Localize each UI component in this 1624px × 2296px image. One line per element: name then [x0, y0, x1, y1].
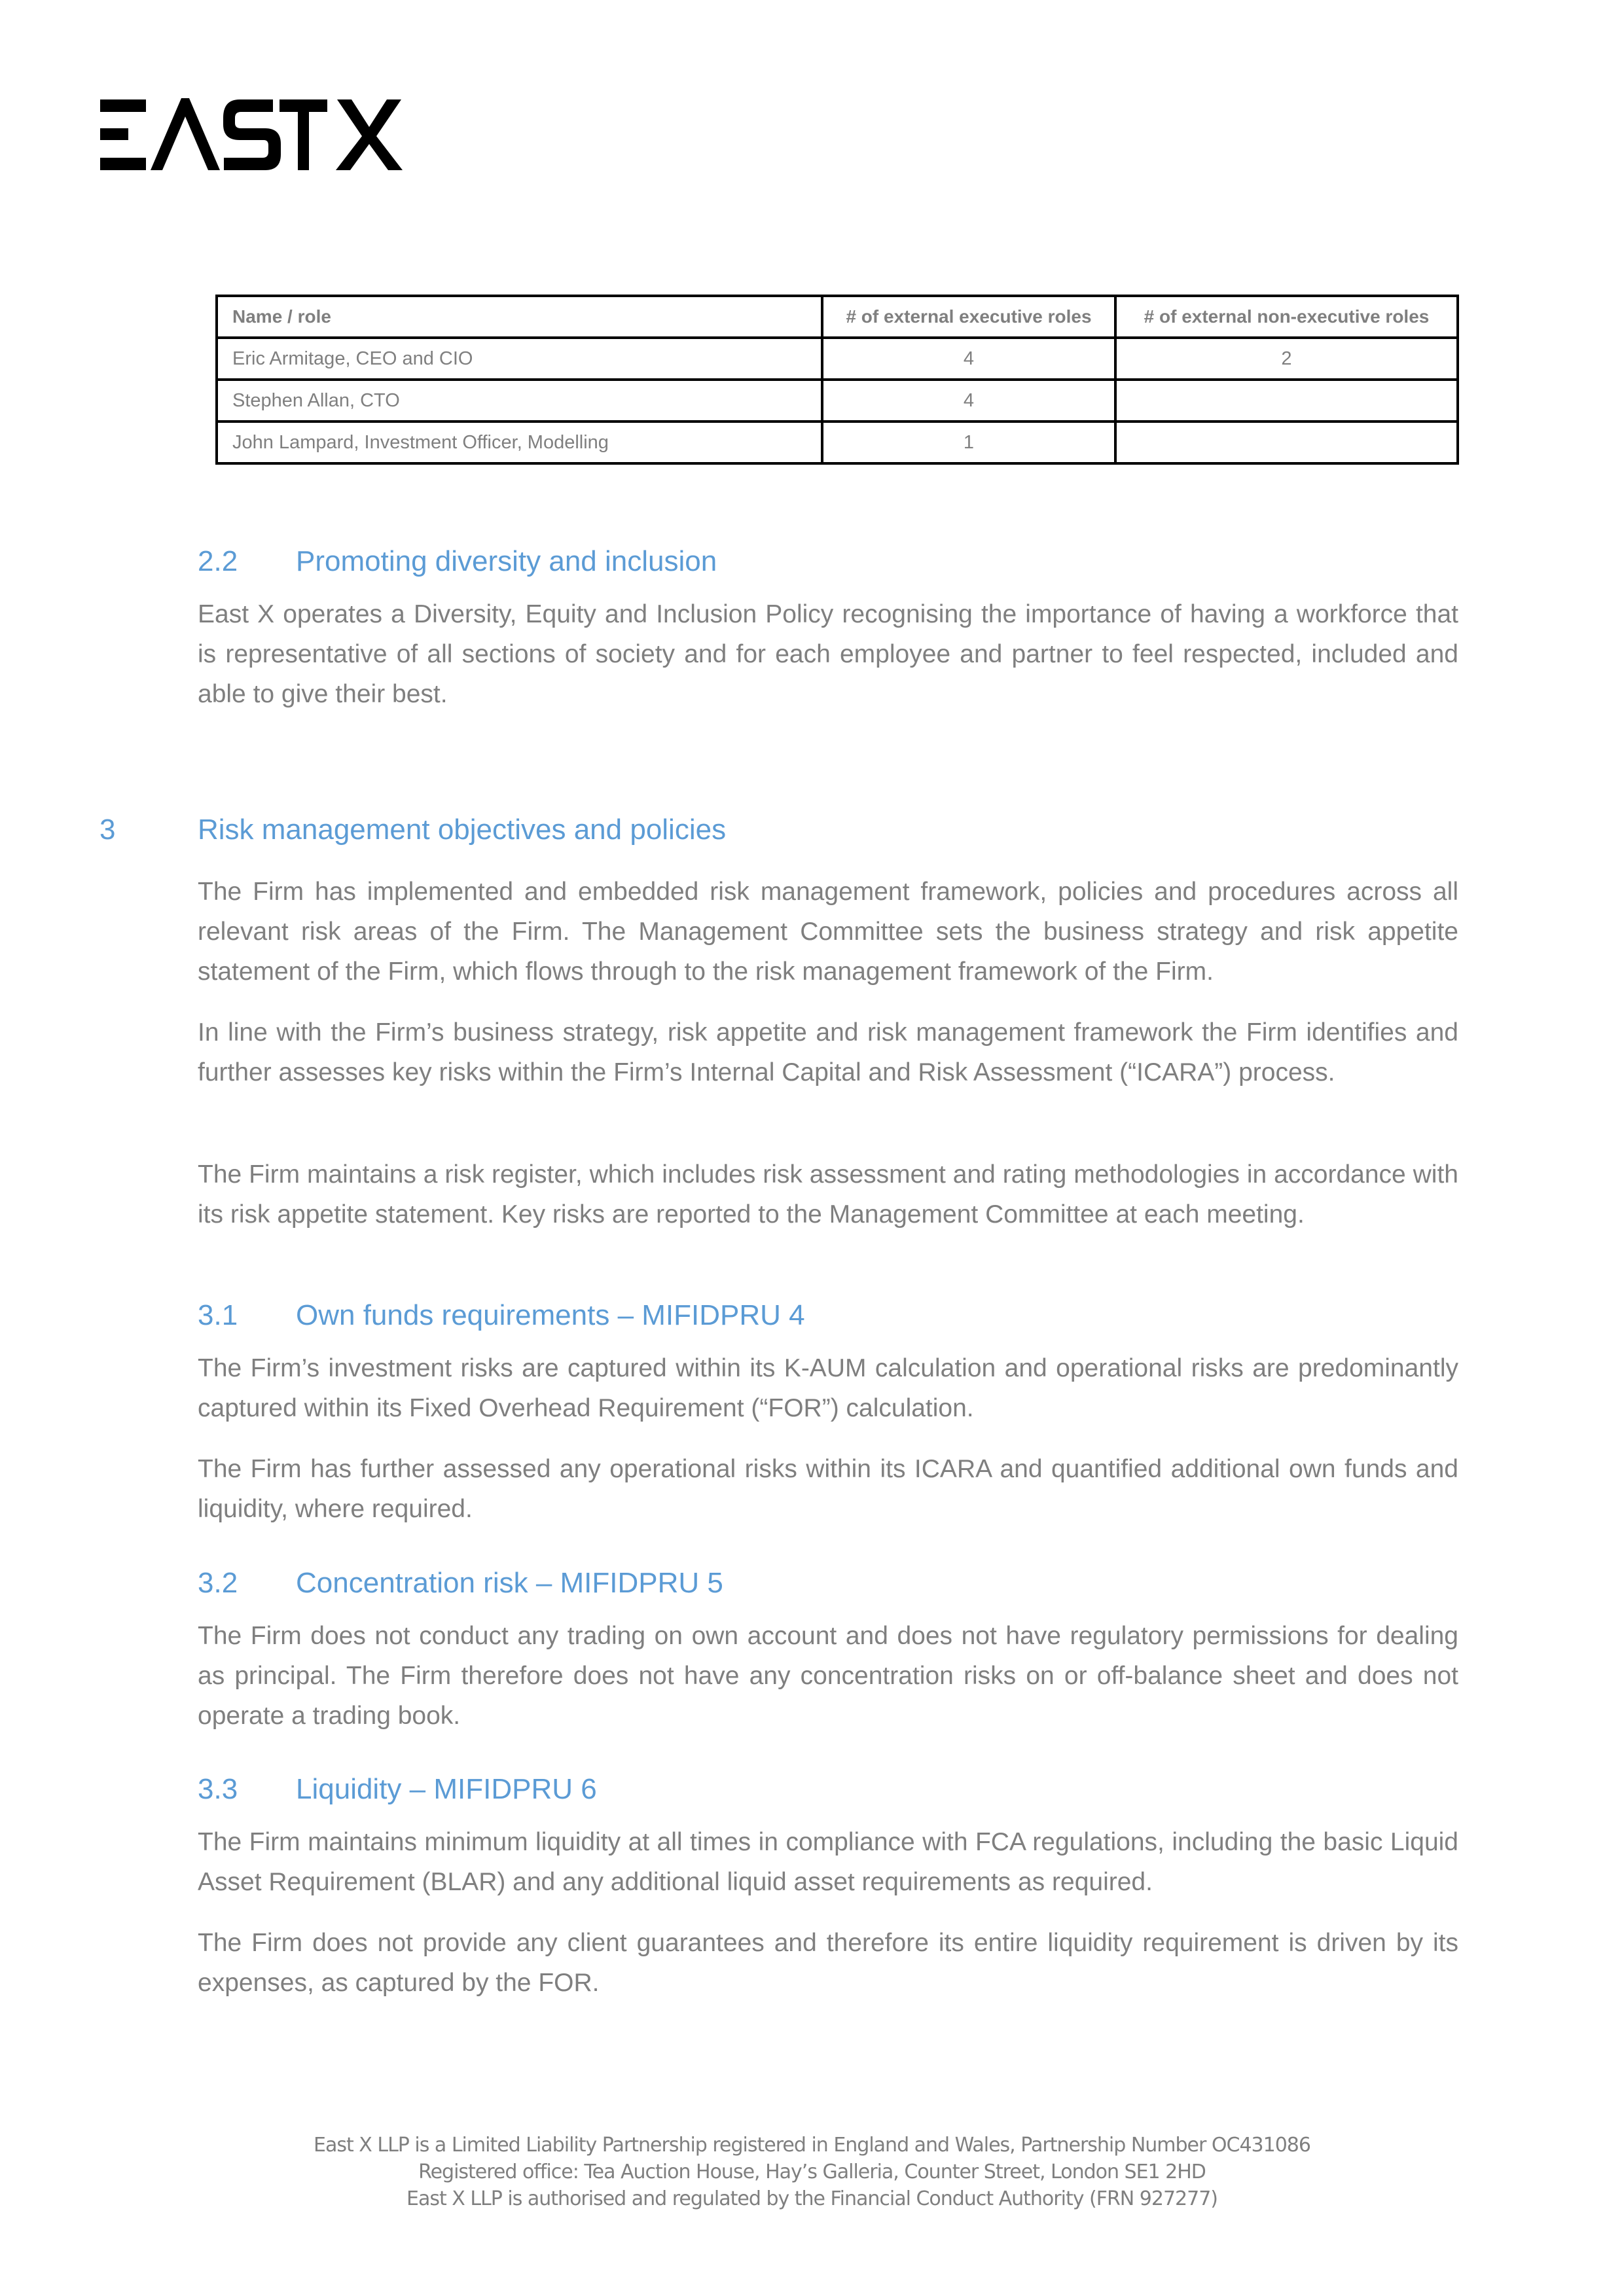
- section-number: 3.1: [198, 1299, 238, 1331]
- page-footer: [0, 2132, 1624, 2212]
- external-roles-table: [215, 295, 1459, 465]
- table-row: [217, 422, 1458, 463]
- paragraph-operational-risks: The Firm has further assessed any operational risks within its ICARA and quantified additional own funds and liquidity, where required.: [198, 1455, 1458, 1523]
- cell-executive-roles: 4: [822, 338, 1115, 380]
- footer-fca-authorisation: East X LLP is authorised and regulated by the Financial Conduct Authority (FRN 927277): [406, 2187, 1218, 2210]
- section-number: 3.2: [198, 1567, 238, 1599]
- table-row: [217, 380, 1458, 422]
- section-heading-3-2: [198, 1569, 723, 1598]
- section-heading-3: [99, 816, 726, 844]
- cell-name-role: Stephen Allan, CTO: [217, 380, 822, 422]
- cell-executive-roles: 4: [822, 380, 1115, 422]
- section-heading-3-3: [198, 1775, 597, 1804]
- section-title: Liquidity – MIFIDPRU 6: [296, 1773, 597, 1805]
- footer-registration: East X LLP is a Limited Liability Partnership registered in England and Wales, Partnership Number OC431086: [314, 2134, 1310, 2157]
- paragraph-risk-framework: The Firm has implemented and embedded risk management framework, policies and procedures across all relevant risk areas of the Firm. The Management Committee sets the business strategy and risk appetite statement of the Firm, which flows through to the risk management framework of the Firm.: [198, 878, 1458, 986]
- paragraph-client-guarantees: The Firm does not provide any client guarantees and therefore its entire liquidity requirement is driven by its expenses, as captured by the FOR.: [198, 1929, 1458, 1997]
- section-number: 3.3: [198, 1773, 238, 1805]
- paragraph-risk-register: The Firm maintains a risk register, which includes risk assessment and rating methodologies in accordance with its risk appetite statement. Key risks are reported to the Management Committee at each meeting.: [198, 1160, 1458, 1229]
- paragraph-diversity: East X operates a Diversity, Equity and Inclusion Policy recognising the importance of having a workforce that is representative of all sections of society and for each employee and partner to feel respected, included and able to give their best.: [198, 600, 1458, 708]
- column-header-non-executive-roles: # of external non-executive roles: [1115, 296, 1458, 338]
- cell-name-role: Eric Armitage, CEO and CIO: [217, 338, 822, 380]
- paragraph-liquidity: The Firm maintains minimum liquidity at all times in compliance with FCA regulations, including the basic Liquid Asset Requirement (BLAR) and any additional liquid asset requirements as required.: [198, 1828, 1458, 1896]
- cell-name-role: John Lampard, Investment Officer, Modelling: [217, 422, 822, 463]
- section-heading-2-2: [198, 547, 717, 576]
- paragraph-own-funds: The Firm’s investment risks are captured within its K-AUM calculation and operational risks are predominantly captured within its Fixed Overhead Requirement (“FOR”) calculation.: [198, 1354, 1458, 1422]
- section-number: 2.2: [198, 545, 238, 577]
- section-title: Concentration risk – MIFIDPRU 5: [296, 1567, 723, 1599]
- east-x-logo: [100, 97, 562, 173]
- column-header-name-role: Name / role: [217, 296, 822, 338]
- east-x-logo-icon: [100, 97, 562, 173]
- cell-non-executive-roles: [1115, 422, 1458, 463]
- section-heading-3-1: [198, 1301, 805, 1330]
- section-title: Risk management objectives and policies: [198, 814, 727, 846]
- section-number: 3: [99, 814, 116, 846]
- paragraph-icara: In line with the Firm’s business strategy, risk appetite and risk management framework the Firm identifies and further assesses key risks within the Firm’s Internal Capital and Risk Assessment (“ICARA”) process.: [198, 1018, 1458, 1086]
- footer-registered-office: Registered office: Tea Auction House, Hay’s Galleria, Counter Street, London SE1 2HD: [418, 2161, 1206, 2183]
- section-title: Own funds requirements – MIFIDPRU 4: [296, 1299, 805, 1331]
- cell-non-executive-roles: 2: [1115, 338, 1458, 380]
- cell-non-executive-roles: [1115, 380, 1458, 422]
- table-row: [217, 338, 1458, 380]
- paragraph-concentration-risk: The Firm does not conduct any trading on own account and does not have regulatory permissions for dealing as principal. The Firm therefore does not have any concentration risks on or off-balance sheet and does not operate a trading book.: [198, 1622, 1458, 1730]
- cell-executive-roles: 1: [822, 422, 1115, 463]
- column-header-executive-roles: # of external executive roles: [822, 296, 1115, 338]
- section-title: Promoting diversity and inclusion: [296, 545, 717, 577]
- table-header-row: [217, 296, 1458, 338]
